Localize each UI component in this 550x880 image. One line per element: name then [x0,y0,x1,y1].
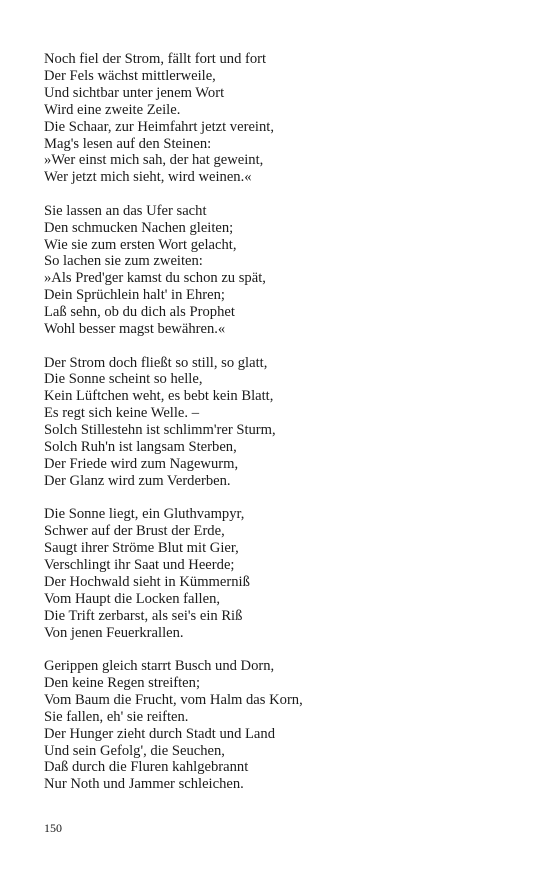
poem-line: Wie sie zum ersten Wort gelacht, [44,236,237,253]
poem-line: Der Fels wächst mittlerweile, [44,67,216,84]
poem-line: Die Trift zerbarst, als sei's ein Riß [44,607,243,624]
poem-line: Saugt ihrer Ströme Blut mit Gier, [44,540,239,557]
poem-line: Es regt sich keine Welle. – [44,405,199,422]
poem-line: Laß sehn, ob du dich als Prophet [44,304,235,321]
poem-line: Verschlingt ihr Saat und Heerde; [44,556,235,573]
poem-line: So lachen sie zum zweiten: [44,253,203,270]
poem-line: Der Hunger zieht durch Stadt und Land [44,725,275,742]
stanza [44,203,514,338]
poem-line: Der Friede wird zum Nagewurm, [44,455,239,472]
poem-line: »Als Pred'ger kamst du schon zu spät, [44,270,266,287]
poem-line: »Wer einst mich sah, der hat geweint, [44,152,264,169]
poem-line: Noch fiel der Strom, fällt fort und fort [44,51,267,67]
page-number: 150 [44,821,62,835]
poem-line: Sie lassen an das Ufer sacht [44,202,207,219]
poem-line: Vom Baum die Frucht, vom Halm das Korn, [44,691,303,708]
poem-line: Dein Sprüchlein halt' in Ehren; [44,287,225,304]
poem-line: Kein Lüftchen weht, es bebt kein Blatt, [44,388,274,405]
poem-line: Die Schaar, zur Heimfahrt jetzt vereint, [44,118,274,135]
poem-line: Und sichtbar unter jenem Wort [44,84,225,101]
poem-line: Gerippen gleich starrt Busch und Dorn, [44,658,275,674]
poem-body [44,51,514,810]
poem-line: Wer jetzt mich sieht, wird weinen.« [44,169,252,186]
poem-line: Wird eine zweite Zeile. [44,101,181,118]
stanza [44,658,514,793]
poem-line: Sie fallen, eh' sie reiften. [44,708,189,725]
poem-line: Der Glanz wird zum Verderben. [44,472,231,489]
poem-line: Von jenen Feuerkrallen. [44,624,184,641]
poem-line: Nur Noth und Jammer schleichen. [44,776,244,793]
stanza [44,355,514,490]
poem-line: Solch Stillestehn ist schlimm'rer Sturm, [44,422,276,439]
poem-line: Solch Ruh'n ist langsam Sterben, [44,439,237,456]
stanza [44,51,514,186]
poem-line: Die Sonne scheint so helle, [44,371,203,388]
poem-line: Den schmucken Nachen gleiten; [44,219,234,236]
poem-line: Mag's lesen auf den Steinen: [44,135,212,152]
poem-line: Und sein Gefolg', die Seuchen, [44,742,225,759]
poem-line: Daß durch die Fluren kahlgebrannt [44,759,249,776]
poem-line: Vom Haupt die Locken fallen, [44,590,221,607]
poem-line: Den keine Regen streiften; [44,674,201,691]
poem-line: Der Hochwald sieht in Kümmerniß [44,573,250,590]
poem-line: Der Strom doch fließt so still, so glatt, [44,354,268,371]
stanza [44,506,514,641]
poem-line: Schwer auf der Brust der Erde, [44,523,225,540]
poem-line: Wohl besser magst bewähren.« [44,321,226,338]
poem-line: Die Sonne liegt, ein Gluthvampyr, [44,506,245,523]
